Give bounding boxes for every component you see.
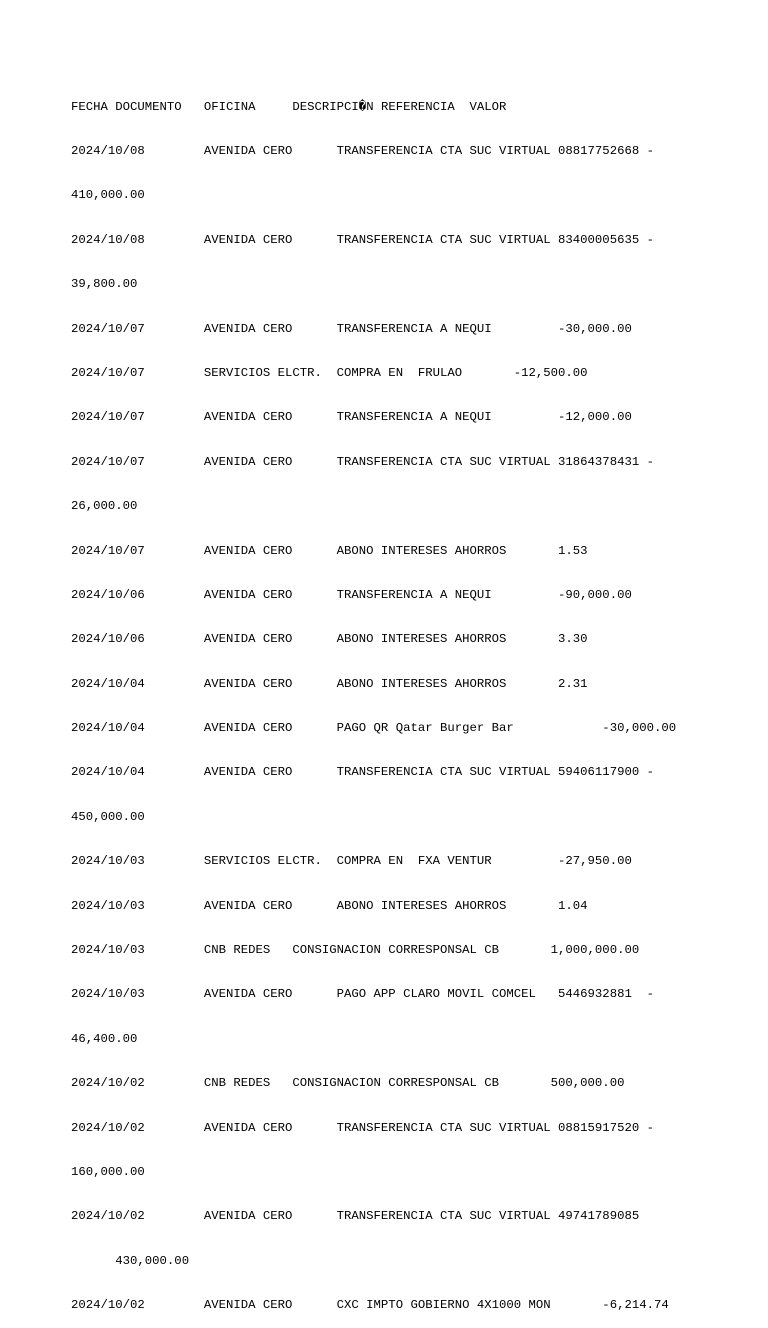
statement-line: 2024/10/03 CNB REDES CONSIGNACION CORRESPONSAL CB 1,000,000.00 [71,943,640,958]
statement-line: 2024/10/03 AVENIDA CERO PAGO APP CLARO MOVIL COMCEL 5446932881 - [71,987,654,1002]
statement-line: 2024/10/07 AVENIDA CERO TRANSFERENCIA CTA SUC VIRTUAL 31864378431 - [71,454,654,469]
statement-line: 2024/10/08 AVENIDA CERO TRANSFERENCIA CTA SUC VIRTUAL 08817752668 - [71,143,654,158]
statement-line: 2024/10/07 SERVICIOS ELCTR. COMPRA EN FRULAO -12,500.00 [71,365,588,380]
statement-line: 2024/10/06 AVENIDA CERO ABONO INTERESES AHORROS 3.30 [71,632,588,647]
statement-line: 2024/10/04 AVENIDA CERO ABONO INTERESES AHORROS 2.31 [71,676,588,691]
statement-line: 2024/10/03 SERVICIOS ELCTR. COMPRA EN FXA VENTUR -27,950.00 [71,854,632,869]
statement-text [71,70,761,1328]
statement-line: 160,000.00 [71,1164,145,1179]
statement-line: 2024/10/07 AVENIDA CERO TRANSFERENCIA A NEQUI -30,000.00 [71,321,632,336]
statement-line: 2024/10/06 AVENIDA CERO TRANSFERENCIA A NEQUI -90,000.00 [71,587,632,602]
statement-line: 450,000.00 [71,809,145,824]
statement-line: 2024/10/07 AVENIDA CERO TRANSFERENCIA A NEQUI -12,000.00 [71,410,632,425]
statement-line: 2024/10/07 AVENIDA CERO ABONO INTERESES AHORROS 1.53 [71,543,588,558]
statement-line: 46,400.00 [71,1031,138,1046]
column-header-line: FECHA DOCUMENTO OFICINA DESCRIPCI�N REFERENCIA VALOR [71,99,507,114]
statement-line: 2024/10/02 CNB REDES CONSIGNACION CORRESPONSAL CB 500,000.00 [71,1076,625,1091]
statement-line: 2024/10/08 AVENIDA CERO TRANSFERENCIA CTA SUC VIRTUAL 83400005635 - [71,232,654,247]
statement-line: 2024/10/04 AVENIDA CERO TRANSFERENCIA CTA SUC VIRTUAL 59406117900 - [71,765,654,780]
statement-line: 2024/10/02 AVENIDA CERO CXC IMPTO GOBIERNO 4X1000 MON -6,214.74 [71,1298,669,1313]
statement-line: 430,000.00 [71,1253,190,1268]
statement-line: 26,000.00 [71,499,138,514]
statement-line: 2024/10/03 AVENIDA CERO ABONO INTERESES AHORROS 1.04 [71,898,588,913]
statement-line: 2024/10/02 AVENIDA CERO TRANSFERENCIA CTA SUC VIRTUAL 49741789085 [71,1209,640,1224]
statement-line: 2024/10/04 AVENIDA CERO PAGO QR Qatar Burger Bar -30,000.00 [71,721,677,736]
statement-line: 410,000.00 [71,188,145,203]
statement-line: 39,800.00 [71,277,138,292]
statement-line: 2024/10/02 AVENIDA CERO TRANSFERENCIA CTA SUC VIRTUAL 08815917520 - [71,1120,654,1135]
